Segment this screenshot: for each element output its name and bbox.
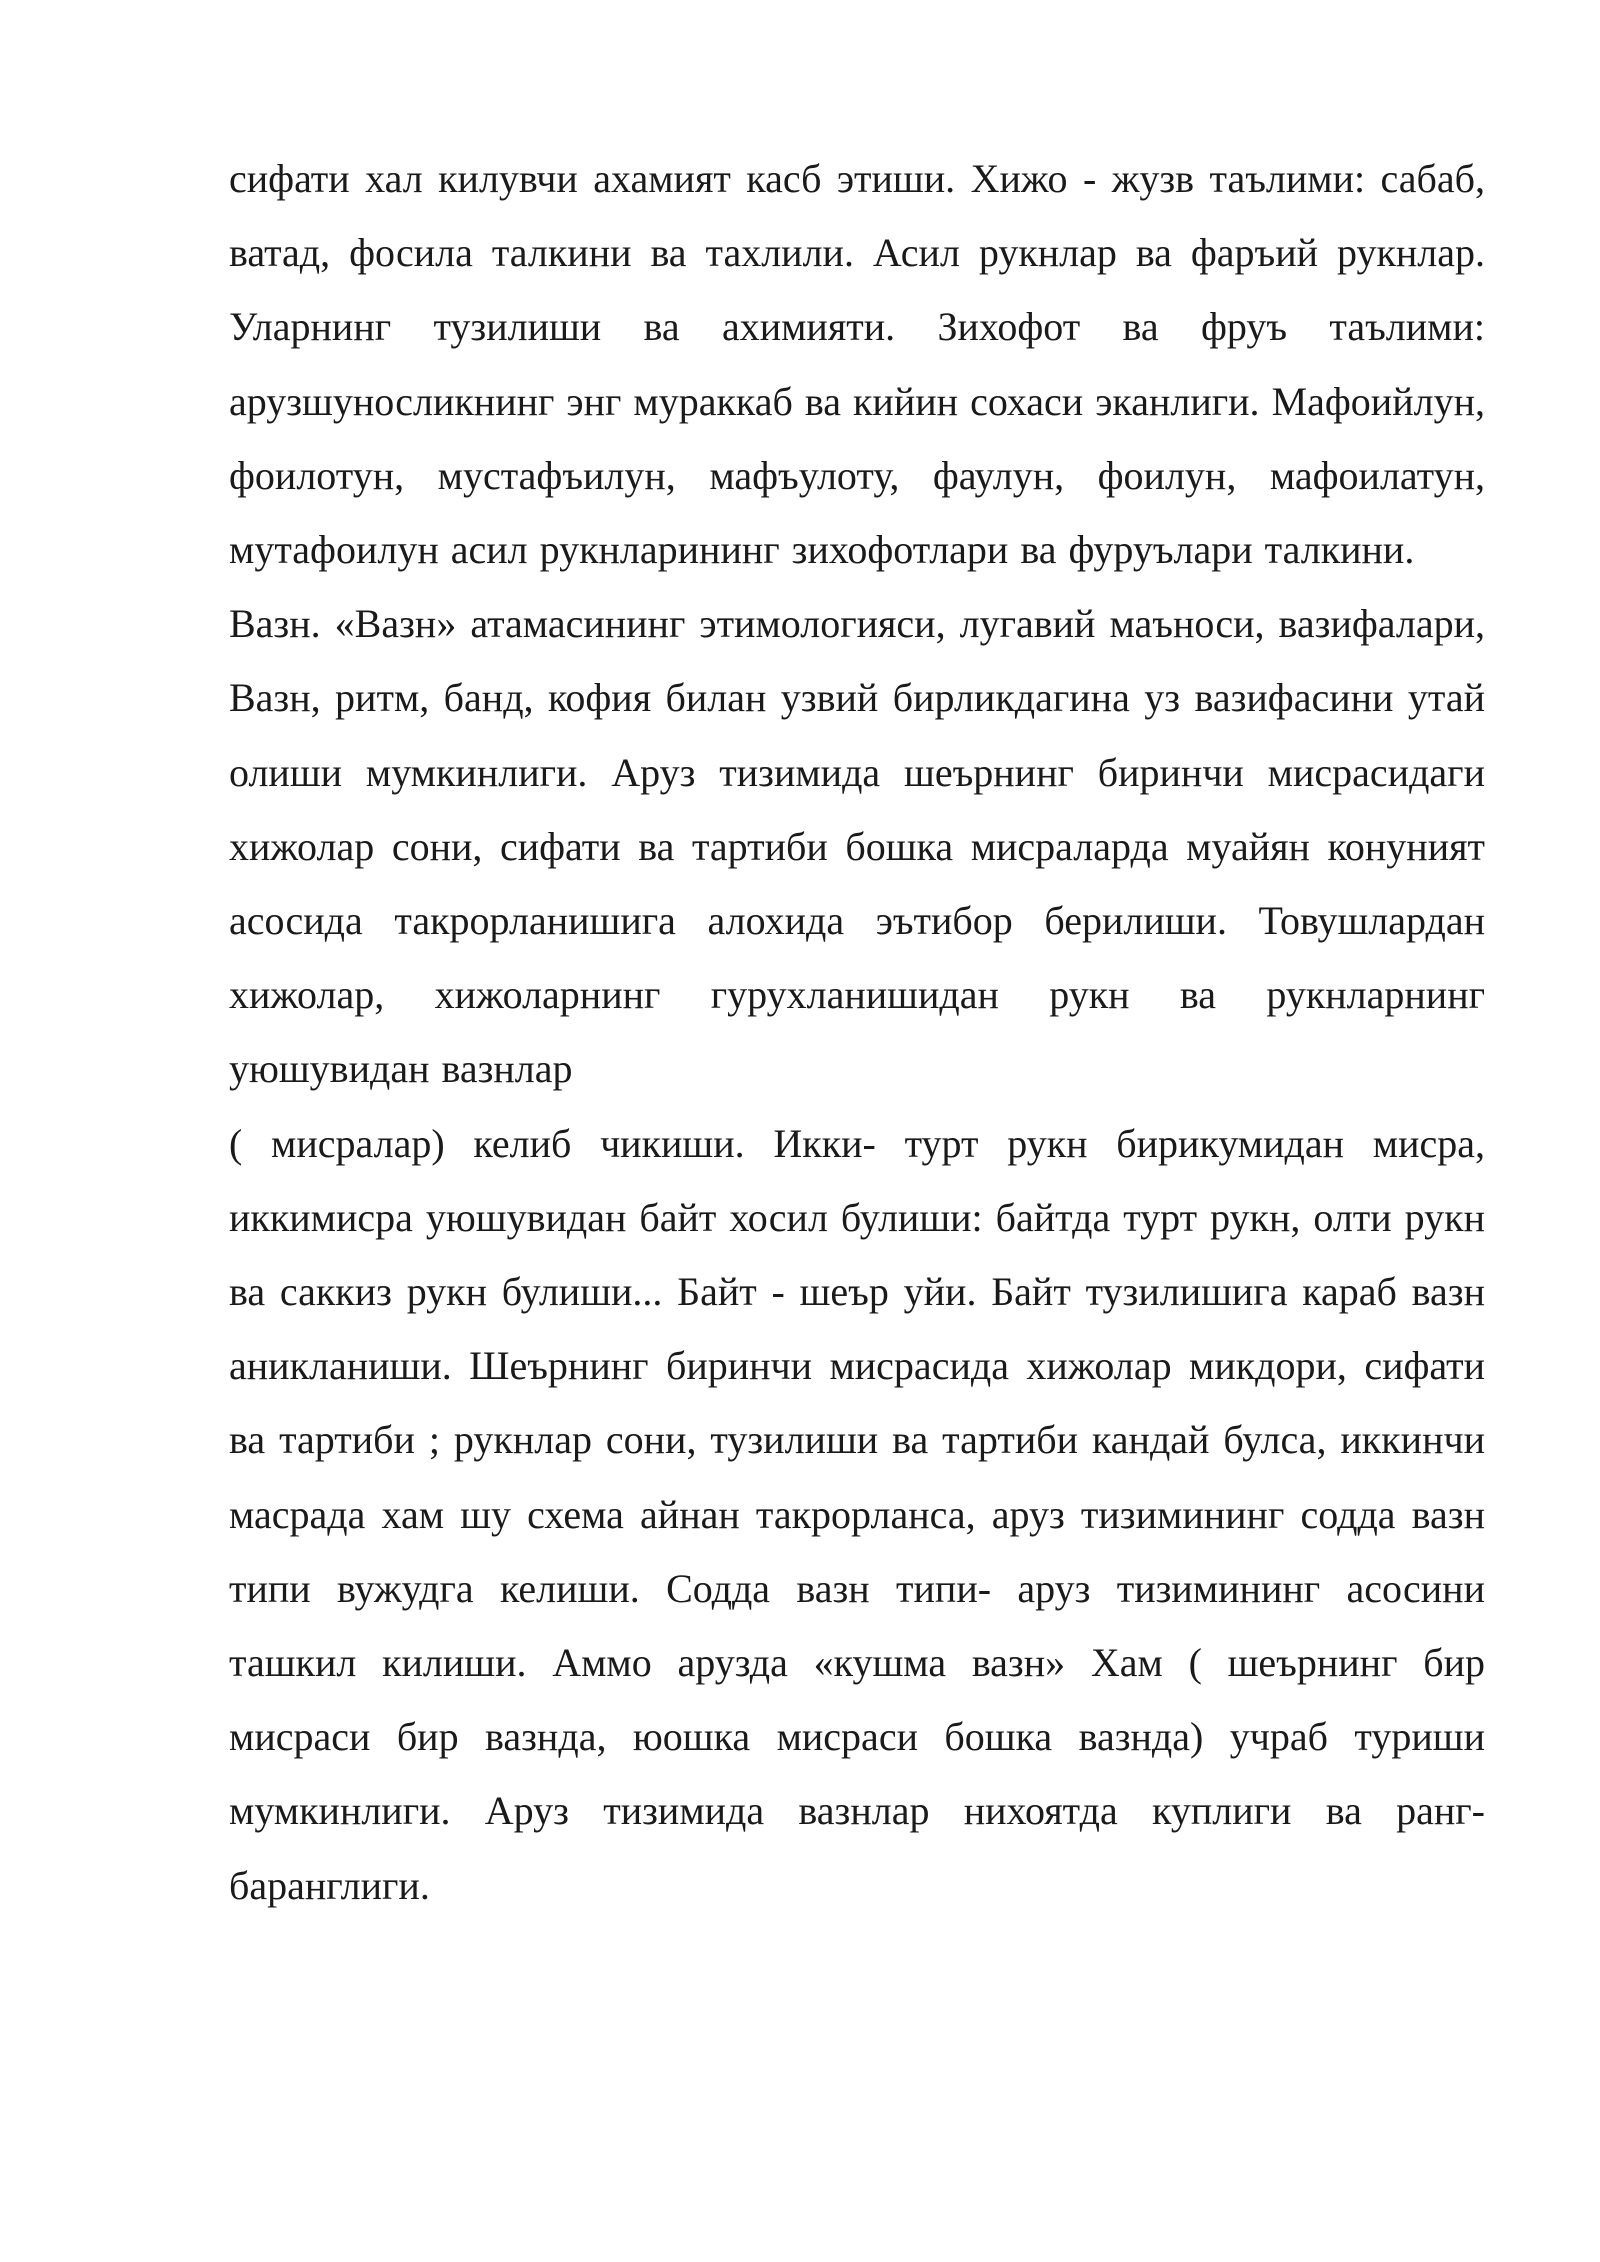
paragraph-2: Вазн. «Вазн» атамасининг этимологияси, лугавий маъноси, вазифалари, Вазн, ритм, банд, кофия билан узвий бирликдагина уз вазифасини утай олиши мумкинлиги. Аруз тизимида шеърнинг биринчи мисрасидаги хижолар сони, сифати ва тартиби бошка мисраларда муайян конуният асосида такрорланишига алохида эътибор берилиши. Товушлардан хижолар, хижоларнинг гурухланишидан рукн ва рукнларнинг уюшувидан вазнлар [229,601,1485,1092]
paragraph-1: сифати хал килувчи ахамият касб этиши. Хижо - жузв таълими: сабаб, ватад, фосила талкини ва тахлили. Асил рукнлар ва фаръий рукнлар. Уларнинг тузилиши ва ахимияти. Зихофот ва фруъ таълими: арузшуносликнинг энг мураккаб ва кийин сохаси эканлиги. Мафоийлун, фоилотун, мустафъилун, мафъулоту, фаулун, фоилун, мафоилатун, мутафоилун асил рукнларининг зихофотлари ва фуруълари талкини. [229,156,1485,573]
body-text [229,142,1485,1923]
paragraph-3: ( мисралар) келиб чикиши. Икки- турт рукн бирикумидан мисра, иккимисра уюшувидан байт хосил булиши: байтда турт рукн, олти рукн ва саккиз рукн булиши... Байт - шеър уйи. Байт тузилишига караб вазн аникланиши. Шеърнинг биринчи мисрасида хижолар микдори, сифати ва тартиби ; рукнлар сони, тузилиши ва тартиби кандай булса, иккинчи масрада хам шу схема айнан такрорланса, аруз тизимининг содда вазн типи вужудга келиши. Содда вазн типи- аруз тизимининг асосини ташкил килиши. Аммо арузда «кушма вазн» Хам ( шеърнинг бир мисраси бир вазнда, юошка мисраси бошка вазнда) учраб туриши мумкинлиги. Аруз тизимида вазнлар нихоятда куплиги ва ранг-баранглиги. [229,1120,1485,1908]
